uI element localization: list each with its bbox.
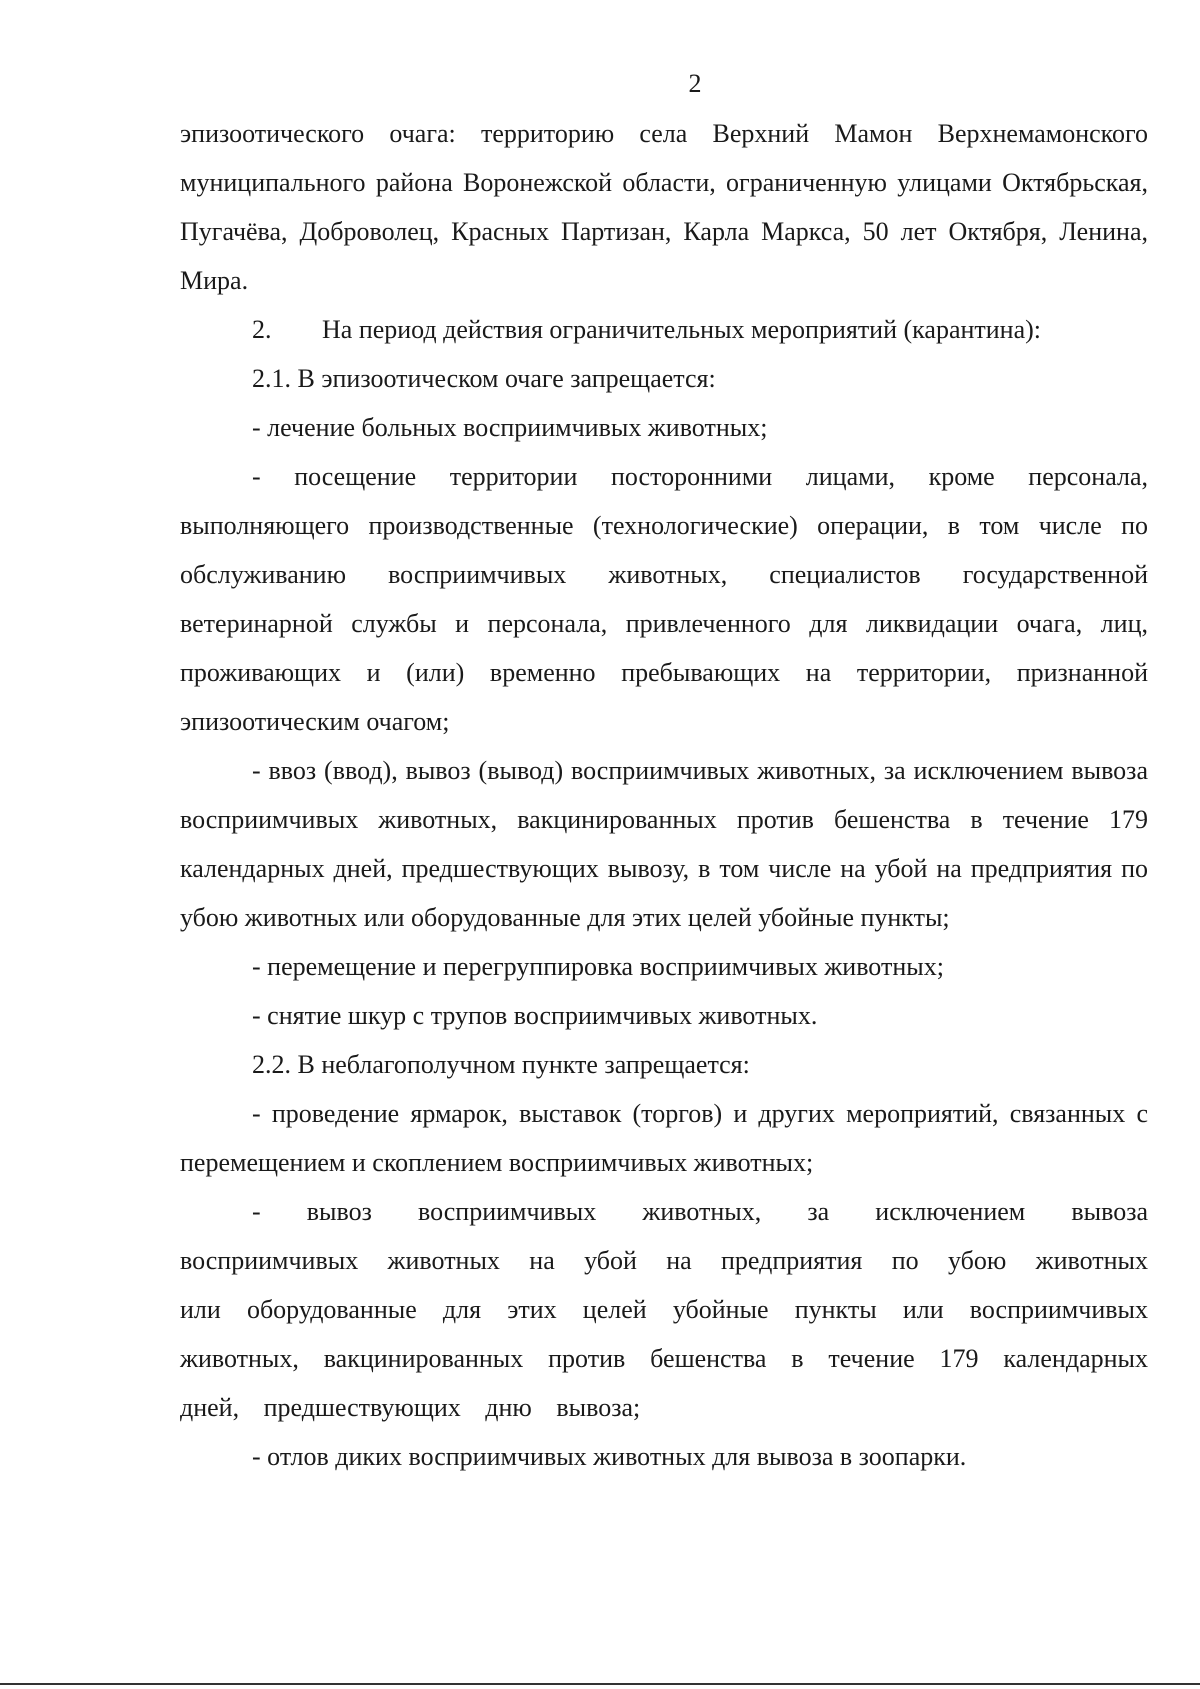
paragraph-area-description: эпизоотического очага: территорию села Верхний Мамон Верхнемамонского муниципального района Воронежской области, ограниченную улицами Октябрьская, Пугачёва, Доброволец, Красных Партизан, Карла Маркса, 50 лет Октября, Ленина, Мира. — [180, 119, 1148, 295]
ban-capture: - отлов диких восприимчивых животных для вывоза в зоопарки. — [252, 1442, 967, 1471]
item-2-2-heading: 2.2. В неблагополучном пункте запрещается: — [252, 1050, 750, 1079]
item-2 — [180, 305, 1148, 354]
item-2-text: На период действия ограничительных мероприятий (карантина): — [322, 315, 1042, 344]
ban-export: - вывоз восприимчивых животных, за исключением вывоза восприимчивых животных на убой на предприятия по убою животных или оборудованные для этих целей убойные пункты или восприимчивых животных, вакцинированных против бешенства в течение 179 календарных дней, предшествующих дню вывоза; — [180, 1197, 1148, 1422]
item-2-1-heading: 2.1. В эпизоотическом очаге запрещается: — [252, 364, 716, 393]
item-2-number: 2. — [252, 315, 272, 344]
page-number: 2 — [688, 69, 702, 98]
bottom-scan-border — [0, 1683, 1200, 1685]
document-body — [180, 109, 1148, 1481]
ban-regrouping: - перемещение и перегруппировка восприимчивых животных; — [252, 952, 944, 981]
ban-import-export: - ввоз (ввод), вывоз (вывод) восприимчивых животных, за исключением вывоза восприимчивых животных, вакцинированных против бешенства в течение 179 календарных дней, предшествующих вывозу, в том числе на убой на предприятия по убою животных или оборудованные для этих целей убойные пункты; — [180, 756, 1148, 932]
ban-visiting: - посещение территории посторонними лицами, кроме персонала, выполняющего производственные (технологические) операции, в том числе по обслуживанию восприимчивых животных, специалистов государственной ветеринарной службы и персонала, привлеченного для ликвидации очага, лиц, проживающих и (или) временно пребывающих на территории, признанной эпизоотическим очагом; — [180, 462, 1148, 736]
ban-treatment: - лечение больных восприимчивых животных; — [252, 413, 768, 442]
ban-skinning: - снятие шкур с трупов восприимчивых животных. — [252, 1001, 818, 1030]
ban-fairs: - проведение ярмарок, выставок (торгов) и других мероприятий, связанных с перемещением и скоплением восприимчивых животных; — [180, 1099, 1148, 1177]
